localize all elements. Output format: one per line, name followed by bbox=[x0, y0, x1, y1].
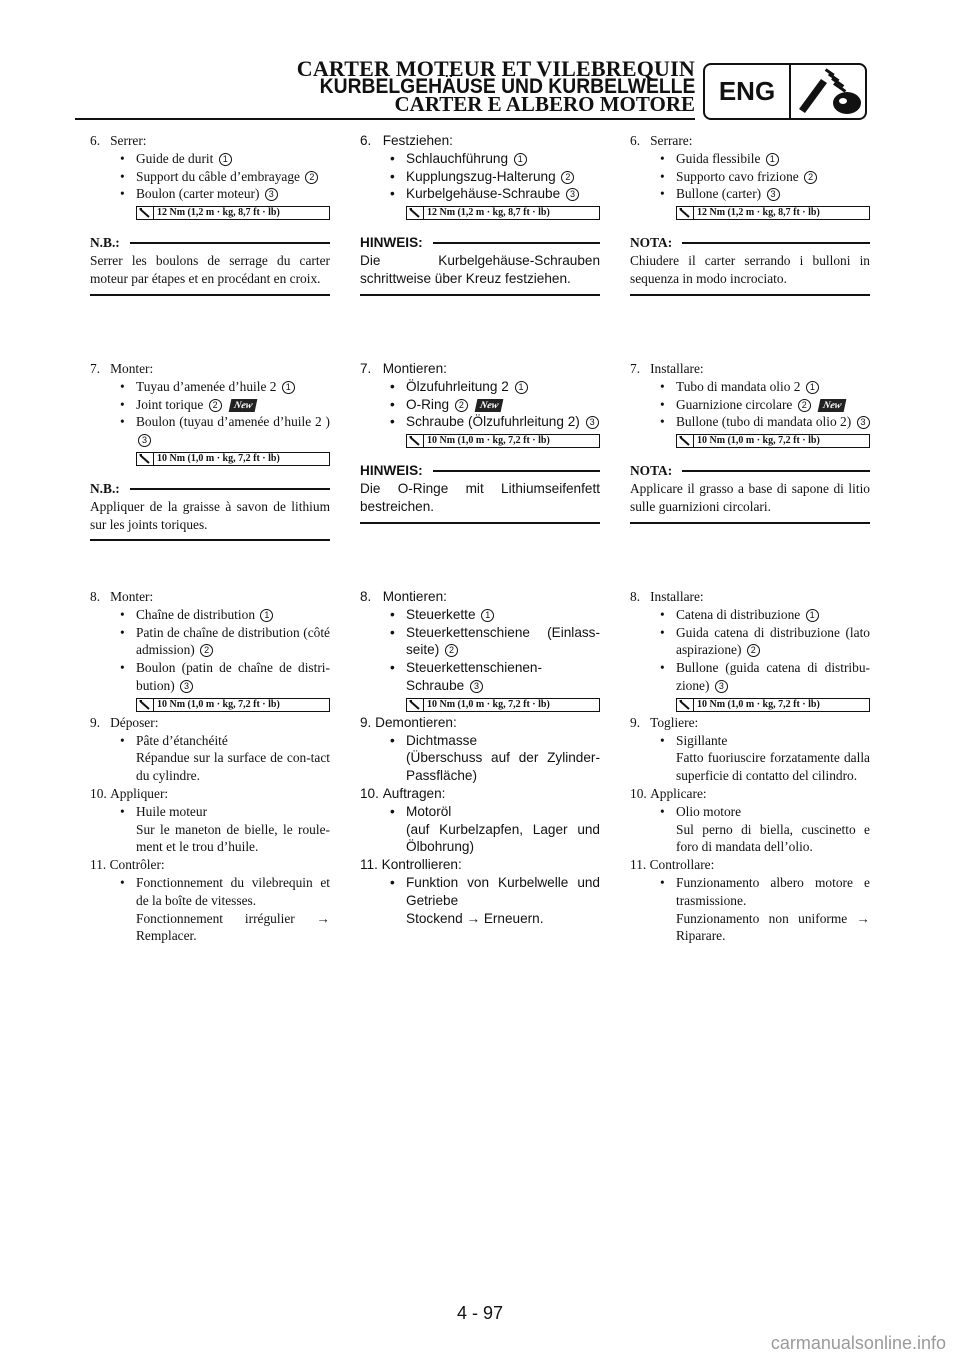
it-step-8: 8. Installare: • Catena di distribuzione 1 • Guida catena di distribuzione (lato aspirazione) 2 • Bullone (guida catena di distribu-zione) 3 10 Nm (1,0 m · kg, 7,2 ft · lb) 9. Togliere: • Sigillante Fatto fuoriuscire forzatamente dalla superficie di contatto del cilindro. 10. Applicare: • Olio motore Sul perno di biella, cuscinetto e foro di mandata dell’olio. 11. Controllare: • Funzionamento albero motore e trasmissione. Funzionamento non uniforme → Riparare. bbox=[630, 589, 870, 944]
header-title-de: KURBELGEHÄUSE UND KURBELWELLE bbox=[319, 75, 695, 98]
de-step-11: 11. Kontrollieren: bbox=[360, 857, 462, 873]
callout-2: 2 bbox=[561, 171, 574, 184]
fr-step-11: 11. Contrôler: bbox=[90, 857, 165, 873]
callout-3: 3 bbox=[857, 416, 870, 429]
list-item: • Pâte d’étanchéité bbox=[120, 732, 228, 748]
new-part-badge: New bbox=[228, 399, 257, 412]
list-item: • Steuerkette 1 bbox=[388, 606, 600, 624]
list-item: • Tubo di mandata olio 2 1 bbox=[658, 378, 870, 396]
torque-spec: 10 Nm (1,0 m · kg, 7,2 ft · lb) bbox=[676, 698, 870, 712]
note-box: NOTA: Applicare il grasso a base di sapone di litio sulle guarnizioni circolari. bbox=[630, 462, 870, 523]
callout-1: 1 bbox=[282, 381, 295, 394]
it-step-10: 10. Applicare: bbox=[630, 785, 707, 801]
list-item: • Boulon (carter moteur) 3 bbox=[118, 185, 330, 203]
list-item: • Chaîne de distribution 1 bbox=[118, 606, 330, 624]
list-item: • Kupplungszug-Halterung 2 bbox=[388, 168, 600, 186]
callout-2: 2 bbox=[445, 644, 458, 657]
section-badge-label: ENG bbox=[705, 65, 791, 118]
list-item: • Steuerkettenschienen-Schraube 3 bbox=[390, 660, 543, 693]
de-step-10: 10. Auftragen: bbox=[360, 785, 446, 801]
note-box bbox=[90, 234, 330, 295]
engine-bolt-icon bbox=[791, 65, 865, 118]
callout-2: 2 bbox=[200, 644, 213, 657]
list-item: • Motoröl bbox=[390, 803, 452, 819]
list-item: • Support du câble d’embrayage 2 bbox=[118, 168, 330, 186]
callout-2: 2 bbox=[798, 399, 811, 412]
torque-spec: 10 Nm (1,0 m · kg, 7,2 ft · lb) bbox=[136, 452, 330, 466]
list-item: • Dichtmasse bbox=[390, 732, 478, 748]
torque-wrench-icon bbox=[137, 453, 154, 465]
torque-wrench-icon bbox=[137, 699, 154, 711]
list-item: • Guarnizione circolare 2 New bbox=[658, 396, 870, 414]
fr-step-7: 7. Monter: • Tuyau d’amenée d’huile 2 1 • Joint torique 2 New • Boulon (tuyau d’amenée d’huile 2 ) 3 10 Nm (1,0 m · kg, 7,2 ft · lb) N.B.: Appliquer de la graisse à savon de lithium sur les joints toriques. bbox=[90, 360, 330, 541]
list-item: • Ölzufuhrleitung 2 1 bbox=[388, 378, 600, 396]
torque-spec: 10 Nm (1,0 m · kg, 7,2 ft · lb) bbox=[676, 434, 870, 448]
list-item: • Catena di distribuzione 1 bbox=[658, 606, 870, 624]
callout-1: 1 bbox=[806, 609, 819, 622]
list-item: • Olio motore bbox=[660, 803, 742, 819]
new-part-badge: New bbox=[817, 399, 846, 412]
torque-wrench-icon bbox=[677, 699, 694, 711]
torque-wrench-icon bbox=[407, 207, 424, 219]
de-step-6: 6. Festziehen: • Schlauchführung 1 • Kupplungszug-Halterung 2 • Kurbelgehäuse-Schraube 3 12 Nm (1,2 m · kg, 8,7 ft · lb) HINWEIS: Die Kurbelgehäuse-Schrauben schrittweise über Kreuz festziehen. bbox=[360, 132, 600, 296]
list-item: • Tuyau d’amenée d’huile 2 1 bbox=[118, 378, 330, 396]
torque-wrench-icon bbox=[677, 435, 694, 447]
de-step-9: 9. Demontieren: bbox=[360, 714, 457, 730]
page-number: 4 - 97 bbox=[456, 1303, 504, 1323]
list-item: • Kurbelgehäuse-Schraube 3 bbox=[388, 185, 600, 203]
callout-3: 3 bbox=[586, 416, 599, 429]
list-item: • Supporto cavo frizione 2 bbox=[658, 168, 870, 186]
list-item: • Joint torique 2 New bbox=[118, 396, 330, 414]
callout-3: 3 bbox=[138, 434, 151, 447]
list-item: • Guida catena di distribuzione (lato aspirazione) 2 bbox=[660, 624, 870, 658]
callout-1: 1 bbox=[219, 153, 232, 166]
callout-3: 3 bbox=[265, 188, 278, 201]
list-item: • Huile moteur bbox=[120, 803, 208, 819]
list-item: • Boulon (patin de chaîne de distri-bution) 3 bbox=[120, 660, 330, 693]
torque-spec: 10 Nm (1,0 m · kg, 7,2 ft · lb) bbox=[406, 698, 600, 712]
torque-spec: 12 Nm (1,2 m · kg, 8,7 ft · lb) bbox=[406, 206, 600, 220]
torque-spec: 10 Nm (1,0 m · kg, 7,2 ft · lb) bbox=[406, 434, 600, 448]
list-item: • Steuerkettenschiene (Einlass-seite) 2 bbox=[390, 624, 600, 658]
callout-2: 2 bbox=[804, 171, 817, 184]
note-text: Serrer les boulons de serrage du carter moteur par étapes et en procédant en croix. bbox=[90, 252, 330, 296]
watermark: carmanualsonline.info bbox=[770, 1333, 946, 1353]
note-title: N.B.: bbox=[90, 235, 120, 251]
callout-3: 3 bbox=[715, 680, 728, 693]
callout-2: 2 bbox=[455, 399, 468, 412]
list-item: • Schlauchführung 1 bbox=[388, 150, 600, 168]
it-step-11: 11. Controllare: bbox=[630, 857, 715, 873]
callout-2: 2 bbox=[305, 171, 318, 184]
torque-wrench-icon bbox=[137, 207, 154, 219]
list-item: • Sigillante bbox=[660, 732, 728, 748]
torque-wrench-icon bbox=[407, 699, 424, 711]
header-title-fr: CARTER MOTEUR ET VILEBREQUIN bbox=[296, 56, 695, 81]
list-item: • Guida flessibile 1 bbox=[658, 150, 870, 168]
fr-step-9: 9. Déposer: bbox=[90, 714, 159, 730]
fr-step-6 bbox=[90, 132, 330, 296]
callout-1: 1 bbox=[766, 153, 779, 166]
it-step-6: 6. Serrare: • Guida flessibile 1 • Supporto cavo frizione 2 • Bullone (carter) 3 12 Nm (1,2 m · kg, 8,7 ft · lb) NOTA: Chiudere il carter serrando i bulloni in sequenza in modo incrociato. bbox=[630, 132, 870, 296]
note-box: HINWEIS: Die Kurbelgehäuse-Schrauben schrittweise über Kreuz festziehen. bbox=[360, 234, 600, 295]
new-part-badge: New bbox=[474, 399, 503, 412]
it-step-9: 9. Togliere: bbox=[630, 714, 699, 730]
list-item: • Bullone (carter) 3 bbox=[658, 185, 870, 203]
list-item: • Boulon (tuyau d’amenée d’huile 2 ) 3 bbox=[120, 414, 330, 446]
list-item: • Funzionamento albero motore e trasmissione. bbox=[660, 874, 870, 908]
note-box: N.B.: Appliquer de la graisse à savon de lithium sur les joints toriques. bbox=[90, 480, 330, 541]
callout-3: 3 bbox=[180, 680, 193, 693]
step-number: 6. bbox=[90, 133, 101, 148]
torque-wrench-icon bbox=[407, 435, 424, 447]
header-title-it: CARTER E ALBERO MOTORE bbox=[394, 92, 695, 116]
fr-step-8: 8. Monter: • Chaîne de distribution 1 • Patin de chaîne de distribution (côté admission) 2 • Boulon (patin de chaîne de distri-bution) 3 10 Nm (1,0 m · kg, 7,2 ft · lb) 9. Déposer: • Pâte d’étanchéité Répandue sur la surface de con-tact du cylindre. 10. Appliquer: • Huile moteur Sur le maneton de bielle, le roule-ment et le trou d’huile. 11. Contrôler: • Fonctionnement du vilebrequin et de la boîte de vitesses. Fonctionnement irrégulier → Remplacer. bbox=[90, 589, 330, 944]
list-item: • Bullone (tubo di mandata olio 2) 3 bbox=[658, 413, 870, 431]
torque-spec: 10 Nm (1,0 m · kg, 7,2 ft · lb) bbox=[136, 698, 330, 712]
callout-2: 2 bbox=[747, 644, 760, 657]
note-box: HINWEIS: Die O-Ringe mit Lithiumseifenfett bestreichen. bbox=[360, 462, 600, 523]
list-item: • Schraube (Ölzufuhrleitung 2) 3 bbox=[388, 413, 600, 431]
section-badge bbox=[703, 63, 867, 120]
list-item: • Bullone (guida catena di distribu-zione) 3 bbox=[660, 660, 870, 693]
callout-2: 2 bbox=[209, 399, 222, 412]
de-step-7: 7. Montieren: • Ölzufuhrleitung 2 1 • O-Ring 2 New • Schraube (Ölzufuhrleitung 2) 3 10 Nm (1,0 m · kg, 7,2 ft · lb) HINWEIS: Die O-Ringe mit Lithiumseifenfett bestreichen. bbox=[360, 360, 600, 524]
header-rule bbox=[75, 118, 695, 120]
torque-spec: 12 Nm (1,2 m · kg, 8,7 ft · lb) bbox=[676, 206, 870, 220]
list-item: • Patin de chaîne de distribution (côté admission) 2 bbox=[120, 624, 330, 658]
callout-1: 1 bbox=[260, 609, 273, 622]
torque-spec: 12 Nm (1,2 m · kg, 8,7 ft · lb) bbox=[136, 206, 330, 220]
list-item: • Fonctionnement du vilebrequin et de la boîte de vitesses. bbox=[120, 874, 330, 908]
list-item: • Guide de durit 1 bbox=[118, 150, 330, 168]
callout-1: 1 bbox=[806, 381, 819, 394]
callout-1: 1 bbox=[514, 153, 527, 166]
step-title: Serrer: bbox=[110, 133, 147, 148]
callout-1: 1 bbox=[481, 609, 494, 622]
callout-3: 3 bbox=[767, 188, 780, 201]
list-item: • Funktion von Kurbelwelle und Getriebe bbox=[390, 874, 600, 908]
it-step-7: 7. Installare: • Tubo di mandata olio 2 1 • Guarnizione circolare 2 New • Bullone (tubo di mandata olio 2) 3 10 Nm (1,0 m · kg, 7,2 ft · lb) NOTA: Applicare il grasso a base di sapone di litio sulle guarnizioni circolari. bbox=[630, 360, 870, 524]
note-box: NOTA: Chiudere il carter serrando i bulloni in sequenza in modo incrociato. bbox=[630, 234, 870, 295]
torque-wrench-icon bbox=[677, 207, 694, 219]
callout-1: 1 bbox=[515, 381, 528, 394]
list-item: • O-Ring 2 New bbox=[388, 396, 600, 414]
fr-step-10: 10. Appliquer: bbox=[90, 785, 169, 801]
de-step-8: 8. Montieren: • Steuerkette 1 • Steuerkettenschiene (Einlass-seite) 2 • Steuerkettenschienen-Schraube 3 10 Nm (1,0 m · kg, 7,2 ft · lb) 9. Demontieren: • Dichtmasse (Überschuss auf der Zylinder-Passfläche) 10. Auftragen: • Motoröl (auf Kurbelzapfen, Lager und Ölbohrung) 11. Kontrollieren: • Funktion von Kurbelwelle und Getriebe Stockend → Erneuern. bbox=[360, 589, 600, 926]
callout-3: 3 bbox=[566, 188, 579, 201]
callout-3: 3 bbox=[470, 680, 483, 693]
